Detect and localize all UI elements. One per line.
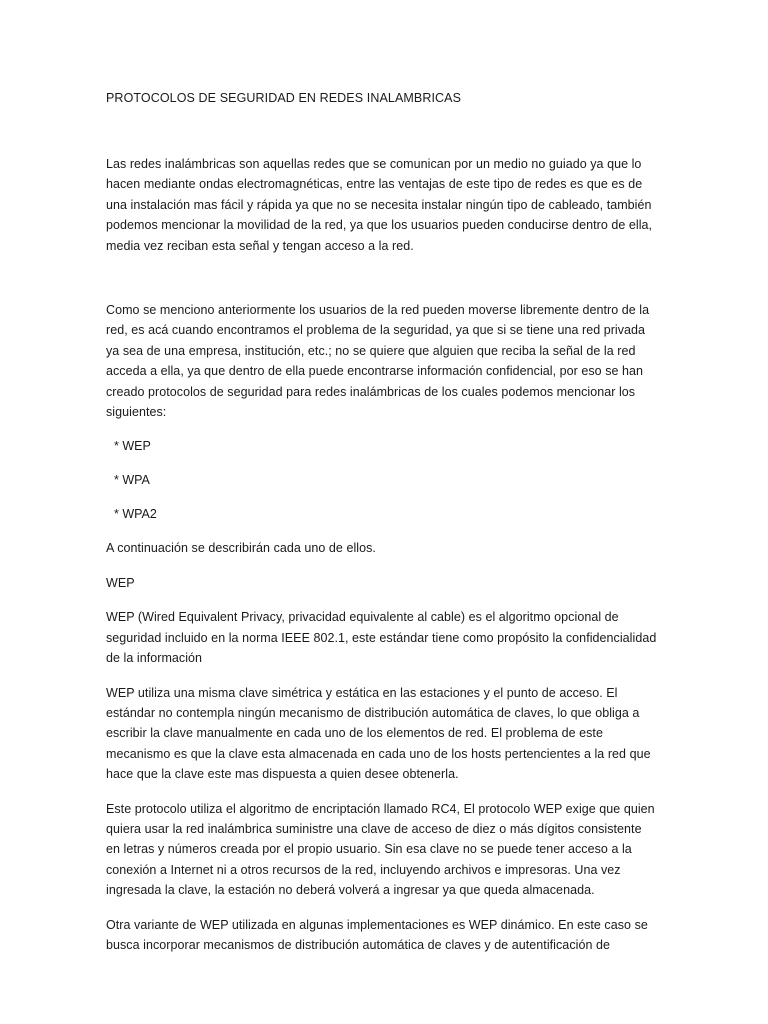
list-item-wpa: * WPA <box>106 470 658 490</box>
wep-paragraph-4: Otra variante de WEP utilizada en algunas implementaciones es WEP dinámico. En este caso se busca incorporar mecanismos de distribución automática de claves y de autentificación de <box>106 917 648 952</box>
list-item-wpa2: * WPA2 <box>106 504 658 524</box>
list-item-wep: * WEP <box>106 436 658 456</box>
section-heading-wep: WEP <box>106 575 135 590</box>
document-page <box>106 88 658 955</box>
intro-paragraph: Las redes inalámbricas son aquellas redes que se comunican por un medio no guiado ya que lo hacen mediante ondas electromagnéticas, entre las ventajas de este tipo de redes es que es de una instalación mas fácil y rápida ya que no se necesita instalar ningún tipo de cableado, también podemos mencionar la movilidad de la red, ya que los usuarios pueden conducirse dentro de ella, media vez reciban esta señal y tengan acceso a la red. <box>106 157 653 253</box>
document-title: PROTOCOLOS DE SEGURIDAD EN REDES INALAMBRICAS <box>106 91 462 105</box>
wep-paragraph-1: WEP (Wired Equivalent Privacy, privacidad equivalente al cable) es el algoritmo opcional de seguridad incluido en la norma IEEE 802.1, este estándar tiene como propósito la confidencialidad de la información <box>106 610 657 666</box>
transition-text: A continuación se describirán cada uno de ellos. <box>106 541 376 556</box>
second-paragraph: Como se menciono anteriormente los usuarios de la red pueden moverse libremente dentro de la red, es acá cuando encontramos el problema de la seguridad, ya que si se tiene una red privada ya sea de una empresa, institución, etc.; no se quiere que alguien que reciba la señal de la red acceda a ella, ya que dentro de ella puede encontrarse información confidencial, por eso se han creado protocolos de seguridad para redes inalámbricas de los cuales podemos mencionar los siguientes: <box>106 303 650 420</box>
wep-paragraph-2: WEP utiliza una misma clave simétrica y estática en las estaciones y el punto de acceso. El estándar no contempla ningún mecanismo de distribución automática de claves, lo que obliga a escribir la clave manualmente en cada uno de los elementos de red. El problema de este mecanismo es que la clave esta almacenada en cada uno de los hosts pertencientes a la red que hace que la clave este mas dispuesta a quien desee obtenerla. <box>106 685 651 782</box>
wep-paragraph-3: Este protocolo utiliza el algoritmo de encriptación llamado RC4, El protocolo WEP exige que quien quiera usar la red inalámbrica suministre una clave de acceso de diez o más dígitos consistente en letras y números creada por el propio usuario. Sin esa clave no se puede tener acceso a la conexión a Internet ni a otros recursos de la red, incluyendo archivos e impresoras. Una vez ingresada la clave, la estación no deberá volverá a ingresar ya que queda almacenada. <box>106 801 655 898</box>
protocol-list <box>106 436 658 524</box>
